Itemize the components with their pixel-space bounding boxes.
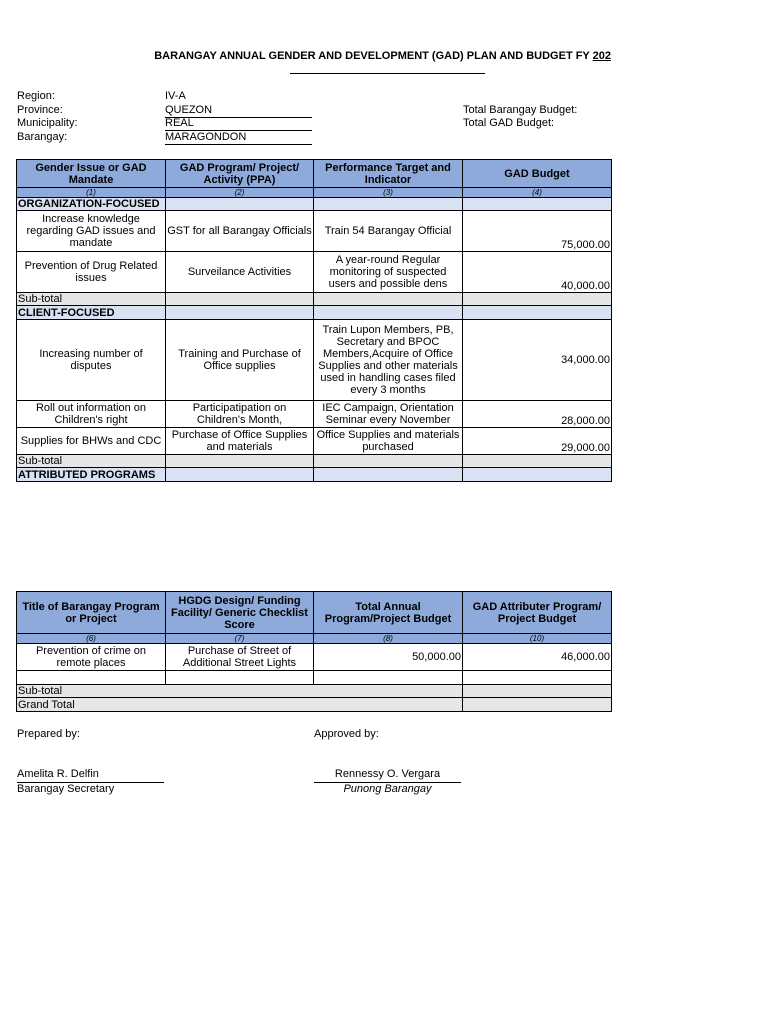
subtotal-label: Sub-total xyxy=(17,455,166,468)
budget-cell: 28,000.00 xyxy=(463,401,612,428)
ppa-cell: Participatipation on Children's Month, xyxy=(166,401,314,428)
subtotal-row xyxy=(17,293,612,306)
table-row xyxy=(17,428,612,455)
total-gad-budget-label: Total GAD Budget: xyxy=(463,117,555,129)
gender-issue-cell: Prevention of Drug Related issues xyxy=(17,252,166,293)
approved-title: Punong Barangay xyxy=(343,783,432,795)
section-client-focused: CLIENT-FOCUSED xyxy=(17,306,166,320)
target-cell: A year-round Regular monitoring of suspected users and possible dens xyxy=(314,252,463,293)
col-number: (7) xyxy=(166,634,314,644)
program-title-cell: Prevention of crime on remote places xyxy=(17,644,166,671)
region-value: IV-A xyxy=(165,90,186,102)
document-title xyxy=(0,50,611,62)
municipality-label: Municipality: xyxy=(17,117,78,129)
col-number: (6) xyxy=(17,634,166,644)
prepared-by-label: Prepared by: xyxy=(17,728,80,740)
header-gender-issue: Gender Issue or GAD Mandate xyxy=(17,160,166,188)
barangay-value: MARAGONDON xyxy=(165,131,312,145)
target-cell: IEC Campaign, Orientation Seminar every November xyxy=(314,401,463,428)
budget-cell: 34,000.00 xyxy=(463,320,612,401)
budget-cell: 40,000.00 xyxy=(463,252,612,293)
header-hgdg-score: HGDG Design/ Funding Facility/ Generic Checklist Score xyxy=(166,592,314,634)
col-number: (4) xyxy=(463,188,612,198)
gender-issue-cell: Roll out information on Children's right xyxy=(17,401,166,428)
ppa-cell: Surveilance Activities xyxy=(166,252,314,293)
col-number: (3) xyxy=(314,188,463,198)
region-label: Region: xyxy=(17,90,55,102)
province-value: QUEZON xyxy=(165,104,312,118)
total-budget-cell: 50,000.00 xyxy=(314,644,463,671)
budget-cell: 29,000.00 xyxy=(463,428,612,455)
attributed-programs-table xyxy=(16,591,612,712)
subtotal-label: Sub-total xyxy=(17,685,463,698)
col-number: (1) xyxy=(17,188,166,198)
gad-plan-table xyxy=(16,159,612,482)
gender-issue-cell: Supplies for BHWs and CDC xyxy=(17,428,166,455)
total-barangay-budget-label: Total Barangay Budget: xyxy=(463,104,578,116)
table-row xyxy=(17,671,612,685)
header-row xyxy=(17,160,612,188)
gad-budget-cell: 46,000.00 xyxy=(463,644,612,671)
title-text: BARANGAY ANNUAL GENDER AND DEVELOPMENT (GAD) PLAN AND BUDGET FY xyxy=(154,50,593,62)
col-number: (8) xyxy=(314,634,463,644)
section-row xyxy=(17,468,612,482)
approved-by-label: Approved by: xyxy=(314,728,379,740)
budget-cell: 75,000.00 xyxy=(463,211,612,252)
column-number-row xyxy=(17,634,612,644)
prepared-signature-line xyxy=(17,768,164,783)
approved-name: Rennessy O. Vergara xyxy=(334,768,441,780)
column-number-row xyxy=(17,188,612,198)
header-row xyxy=(17,592,612,634)
grand-total-row xyxy=(17,698,612,712)
subtotal-row xyxy=(17,685,612,698)
header-performance-target: Performance Target and Indicator xyxy=(314,160,463,188)
target-cell: Train Lupon Members, PB, Secretary and BPOC Members,Acquire of Office Supplies and other materials used in handling cases filed every 3 months xyxy=(314,320,463,401)
subtotal-label: Sub-total xyxy=(17,293,166,306)
table-row xyxy=(17,401,612,428)
header-gad-attributed-budget: GAD Attributer Program/ Project Budget xyxy=(463,592,612,634)
col-number: (10) xyxy=(463,634,612,644)
ppa-cell: GST for all Barangay Officials xyxy=(166,211,314,252)
approved-signature-line xyxy=(314,768,461,783)
grand-total-label: Grand Total xyxy=(17,698,463,712)
section-attributed-programs: ATTRIBUTED PROGRAMS xyxy=(17,468,166,482)
header-total-annual-budget: Total Annual Program/Project Budget xyxy=(314,592,463,634)
section-row xyxy=(17,306,612,320)
target-cell: Train 54 Barangay Official xyxy=(314,211,463,252)
header-program-title: Title of Barangay Program or Project xyxy=(17,592,166,634)
header-gad-budget: GAD Budget xyxy=(463,160,612,188)
target-cell: Office Supplies and materials purchased xyxy=(314,428,463,455)
table-row xyxy=(17,252,612,293)
table-row xyxy=(17,320,612,401)
subtotal-row xyxy=(17,455,612,468)
table-row xyxy=(17,644,612,671)
title-underline xyxy=(290,73,485,74)
table-row xyxy=(17,211,612,252)
header-ppa: GAD Program/ Project/ Activity (PPA) xyxy=(166,160,314,188)
hgdg-cell: Purchase of Street of Additional Street Lights xyxy=(166,644,314,671)
province-label: Province: xyxy=(17,104,63,116)
municipality-value: REAL xyxy=(165,117,312,131)
barangay-label: Barangay: xyxy=(17,131,68,143)
col-number: (2) xyxy=(166,188,314,198)
prepared-name: Amelita R. Delfin xyxy=(17,768,99,780)
prepared-title: Barangay Secretary xyxy=(17,783,115,795)
gender-issue-cell: Increase knowledge regarding GAD issues and mandate xyxy=(17,211,166,252)
section-organization-focused: ORGANIZATION-FOCUSED xyxy=(17,198,166,211)
ppa-cell: Purchase of Office Supplies and materials xyxy=(166,428,314,455)
section-row xyxy=(17,198,612,211)
ppa-cell: Training and Purchase of Office supplies xyxy=(166,320,314,401)
title-year: 202 xyxy=(592,50,611,62)
gender-issue-cell: Increasing number of disputes xyxy=(17,320,166,401)
